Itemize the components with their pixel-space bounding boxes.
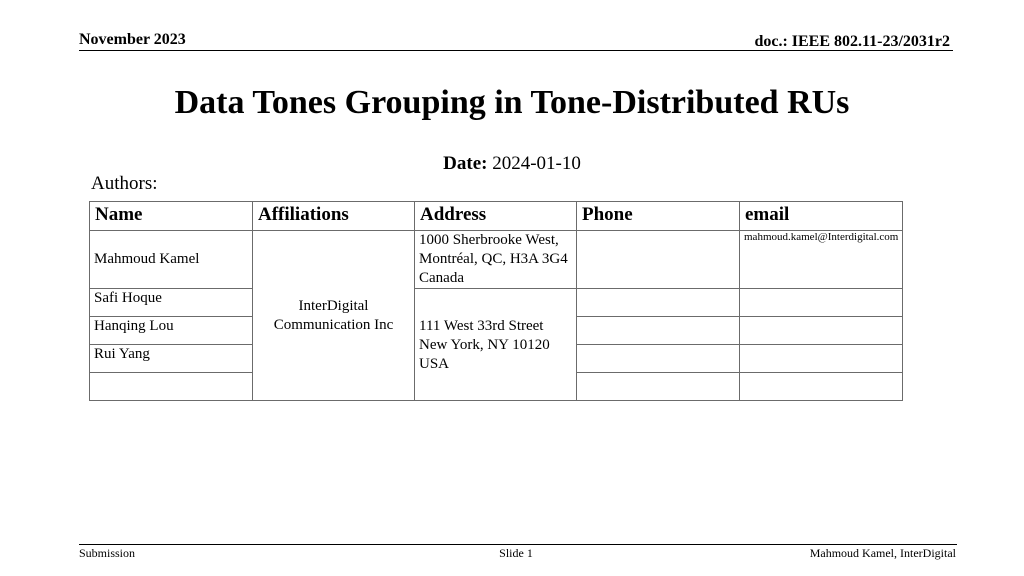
col-header-address: Address xyxy=(415,202,577,231)
author-phone xyxy=(577,373,740,401)
author-email xyxy=(740,317,903,345)
author-phone xyxy=(577,345,740,373)
author-affiliation: InterDigital Communication Inc xyxy=(253,231,415,401)
header-date: November 2023 xyxy=(79,31,186,48)
author-phone xyxy=(577,317,740,345)
author-address-shared: 111 West 33rd Street New York, NY 10120 USA xyxy=(415,289,577,401)
date-value: 2024-01-10 xyxy=(492,153,581,174)
date-line xyxy=(0,153,1024,175)
author-name: Rui Yang xyxy=(90,345,253,373)
footer-slide-number: Slide 1 xyxy=(499,546,533,560)
authors-label: Authors: xyxy=(91,173,158,194)
col-header-affiliations: Affiliations xyxy=(253,202,415,231)
footer-author: Mahmoud Kamel, InterDigital xyxy=(809,546,956,560)
author-email xyxy=(740,373,903,401)
footer-rule xyxy=(79,544,957,545)
header-rule xyxy=(79,50,953,51)
author-email: mahmoud.kamel@Interdigital.com xyxy=(740,231,903,289)
date-label: Date: xyxy=(443,153,488,174)
col-header-name: Name xyxy=(90,202,253,231)
author-name xyxy=(90,373,253,401)
author-phone xyxy=(577,231,740,289)
footer-submission: Submission xyxy=(79,546,136,560)
table-header-row xyxy=(90,202,903,231)
slide-title: Data Tones Grouping in Tone-Distributed RUs xyxy=(174,84,850,121)
author-name: Mahmoud Kamel xyxy=(90,231,253,289)
col-header-phone: Phone xyxy=(577,202,740,231)
author-email xyxy=(740,289,903,317)
author-phone xyxy=(577,289,740,317)
table-row xyxy=(90,231,903,289)
author-address: 1000 Sherbrooke West, Montréal, QC, H3A 3G4 Canada xyxy=(415,231,577,289)
author-email xyxy=(740,345,903,373)
author-name: Hanqing Lou xyxy=(90,317,253,345)
col-header-email: email xyxy=(740,202,903,231)
table-row xyxy=(90,289,903,317)
author-name: Safi Hoque xyxy=(90,289,253,317)
header-doc-id: doc.: IEEE 802.11-23/2031r2 xyxy=(754,33,950,50)
authors-table xyxy=(89,201,903,401)
